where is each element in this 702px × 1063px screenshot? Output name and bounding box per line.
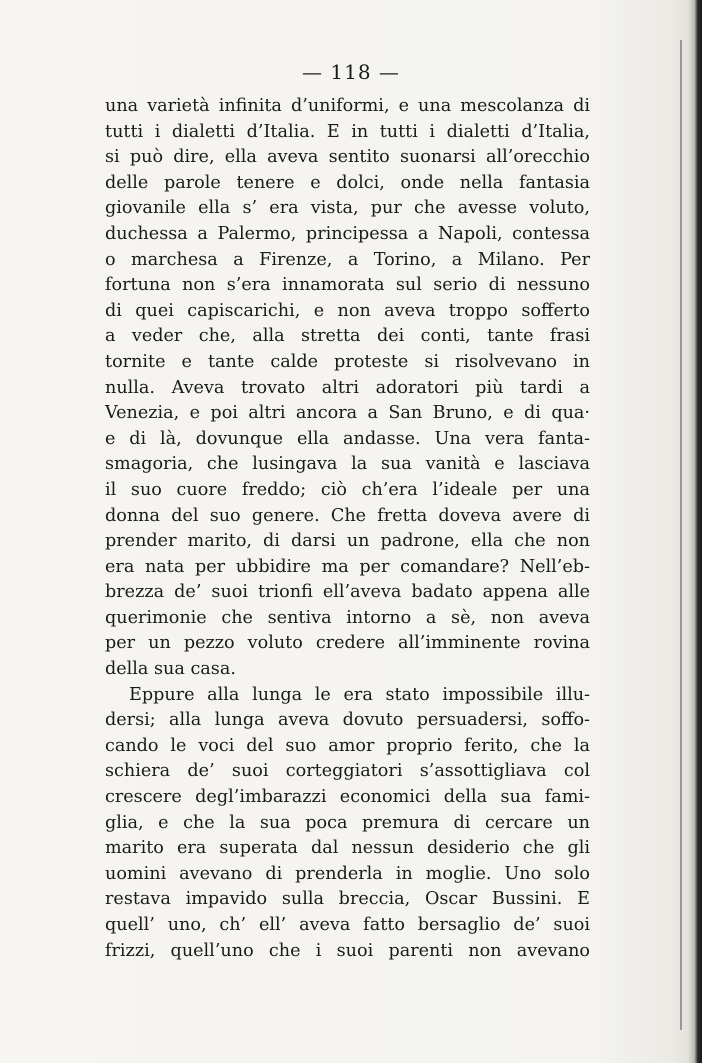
text-line: tutti i dialetti d’Italia. E in tutti i dialetti d’Italia,	[105, 121, 590, 142]
paragraph-1	[105, 94, 590, 683]
page-edge-line	[680, 40, 682, 1030]
text-line: per un pezzo voluto credere all’imminente rovina	[105, 633, 590, 654]
text-line: restava impavido sulla breccia, Oscar Bussini. E	[105, 889, 590, 910]
text-line: crescere degl’imbarazzi economici della sua fami-	[105, 787, 590, 808]
text-line: nulla. Aveva trovato altri adoratori più tardi a	[105, 377, 590, 398]
text-line: o marchesa a Firenze, a Torino, a Milano. Per	[105, 249, 590, 270]
text-line: frizzi, quell’uno che i suoi parenti non avevano	[105, 940, 590, 961]
text-line: prender marito, di darsi un padrone, ella che non	[105, 531, 590, 552]
text-line: quell’ uno, ch’ ell’ aveva fatto bersaglio de’ suoi	[105, 915, 590, 935]
text-line: e di là, dovunque ella andasse. Una vera fanta-	[105, 428, 590, 449]
text-line: di quei capiscarichi, e non aveva troppo sofferto	[105, 300, 590, 321]
text-line: marito era superata dal nessun desiderio che gli	[105, 838, 590, 859]
page-number: — 118 —	[302, 60, 400, 84]
text-line: dersi; alla lunga aveva dovuto persuadersi, soffo-	[105, 710, 590, 731]
text-line: si può dire, ella aveva sentito suonarsi all’orecchio	[105, 147, 590, 168]
text-line: cando le voci del suo amor proprio ferito, che la	[105, 735, 590, 756]
text-line: uomini avevano di prenderla in moglie. Uno solo	[105, 863, 590, 884]
text-line: querimonie che sentiva intorno a sè, non aveva	[105, 607, 590, 628]
text-line: delle parole tenere e dolci, onde nella fantasia	[105, 172, 590, 193]
text-line: smagoria, che lusingava la sua vanità e lasciava	[105, 454, 590, 475]
text-line: a veder che, alla stretta dei conti, tante frasi	[105, 326, 590, 347]
text-line: il suo cuore freddo; ciò ch’era l’ideale per una	[105, 479, 590, 500]
text-line: tornite e tante calde proteste si risolvevano in	[105, 351, 590, 372]
text-line: una varietà infinita d’uniformi, e una mescolanza di	[105, 96, 590, 116]
text-line: Eppure alla lunga le era stato impossibile illu-	[129, 684, 590, 705]
text-line: Venezia, e poi altri ancora a San Bruno, e di qua·	[105, 403, 590, 424]
text-line: della sua casa.	[105, 659, 236, 680]
text-line: duchessa a Palermo, principessa a Napoli, contessa	[105, 223, 590, 244]
text-line: era nata per ubbidire ma per comandare? Nell’eb-	[105, 556, 590, 577]
body-text	[105, 94, 590, 964]
text-line: donna del suo genere. Che fretta doveva avere di	[105, 505, 590, 526]
text-line: brezza de’ suoi trionfi ell’aveva badato appena alle	[105, 582, 590, 603]
text-line: fortuna non s’era innamorata sul serio di nessuno	[105, 275, 590, 296]
book-spine-shadow	[688, 0, 702, 1063]
text-line: giovanile ella s’ era vista, pur che avesse voluto,	[105, 198, 590, 219]
paragraph-2	[105, 683, 590, 965]
text-line: glia, e che la sua poca premura di cercare un	[105, 812, 590, 833]
text-line: schiera de’ suoi corteggiatori s’assottigliava col	[105, 761, 590, 782]
